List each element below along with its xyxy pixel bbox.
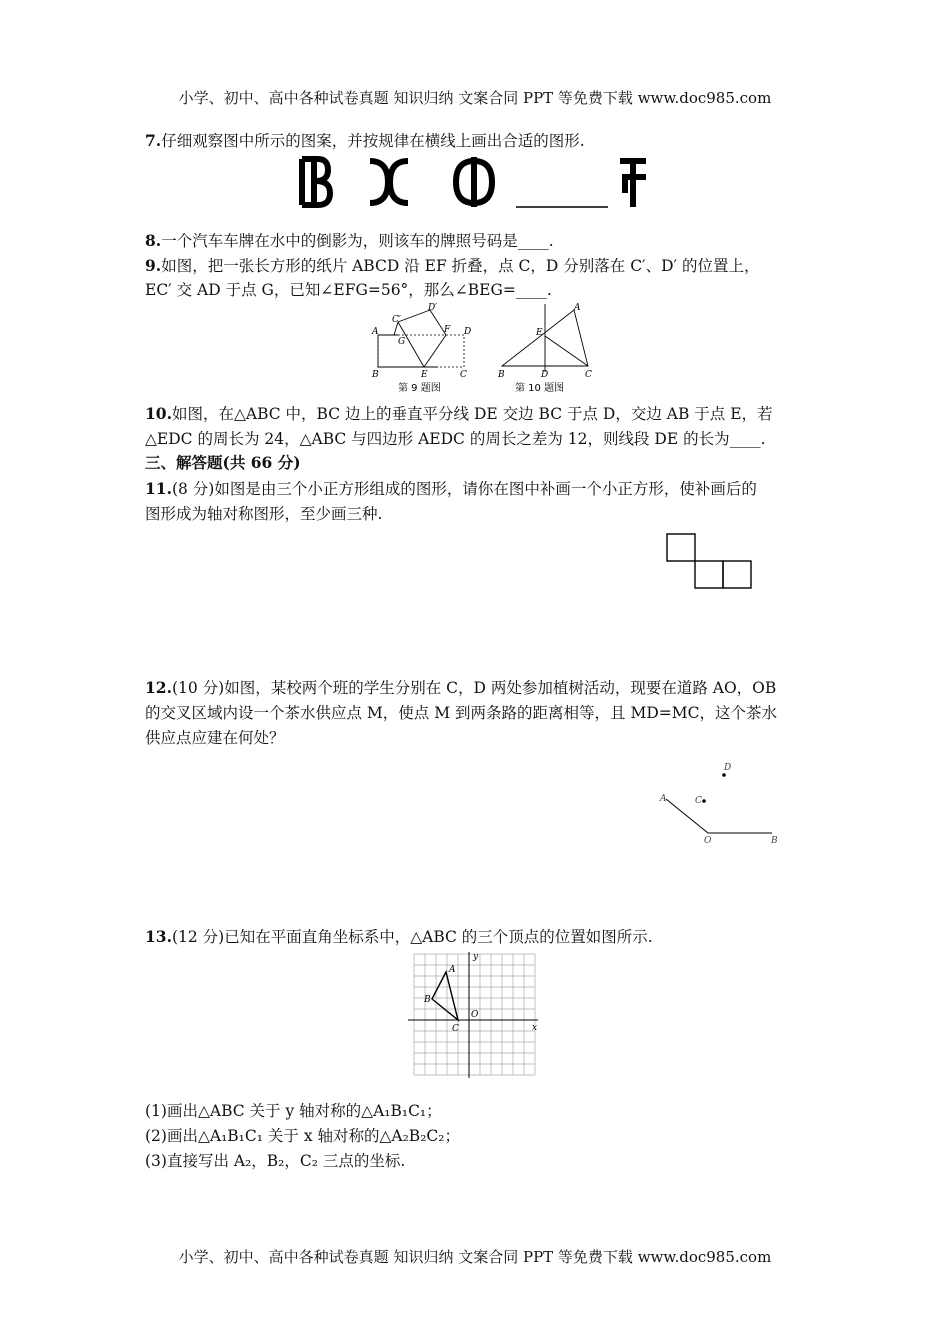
fig9-label-A: A: [372, 327, 379, 337]
question-7: [145, 129, 585, 151]
fig9-label-D: D: [464, 327, 472, 337]
fig9-label-Cp: C′: [392, 315, 401, 325]
page-header: 小学、初中、高中各种试卷真题 知识归纳 文案合同 PPT 等免费下载 www.doc985.com: [178, 89, 772, 107]
fig9-label-E: E: [421, 370, 428, 380]
fig9-label-F: F: [444, 325, 451, 335]
fig12-label-O: O: [704, 836, 712, 846]
fig13-label-y: y: [473, 952, 479, 962]
question-12-line2: 的交叉区域内设一个茶水供应点 M，使点 M 到两条路的距离相等，且 MD=MC，这个茶水: [145, 704, 777, 722]
question-12-line1: (10 分)如图，某校两个班的学生分别在 C，D 两处参加植树活动，现要在道路 AO，OB: [171, 679, 777, 697]
question-8: [145, 229, 554, 251]
q7-pattern-figure: [290, 153, 650, 211]
question-7-number: 7.: [145, 131, 162, 150]
question-13-sub1: (1)画出△ABC 关于 y 轴对称的△A₁B₁C₁；: [145, 1102, 442, 1120]
fig12-label-A: A: [660, 794, 667, 804]
fig10-label-C: C: [585, 370, 592, 380]
question-10: [145, 402, 773, 424]
question-8-text: 一个汽车车牌在水中的倒影为，则该车的牌照号码是____.: [161, 232, 554, 250]
fig12-label-D: D: [724, 763, 732, 773]
fig9-label-G: G: [398, 337, 406, 347]
question-7-text: 仔细观察图中所示的图案，并按规律在横线上画出合适的图形.: [161, 132, 585, 150]
question-10-line1: 如图，在△ABC 中，BC 边上的垂直平分线 DE 交边 BC 于点 D，交边 AB 于点 E，若: [171, 405, 773, 423]
q13-coordinate-grid: [408, 950, 542, 1080]
question-9: [145, 254, 759, 276]
fig10-label-B: B: [498, 370, 505, 380]
fig9-label-C: C: [460, 370, 467, 380]
fig9-caption: 第 9 题图: [398, 383, 441, 394]
question-13-sub2: (2)画出△A₁B₁C₁ 关于 x 轴对称的△A₂B₂C₂；: [145, 1127, 460, 1145]
fig9-label-Dp: D′: [428, 303, 438, 313]
question-8-number: 8.: [145, 231, 162, 250]
fig9-label-B: B: [372, 370, 379, 380]
question-10-line2: △EDC 的周长为 24，△ABC 与四边形 AEDC 的周长之差为 12，则线段 DE 的长为____.: [145, 430, 766, 448]
section-3-heading: 三、解答题(共 66 分): [145, 453, 301, 472]
fig12-label-C: C: [695, 796, 702, 806]
fig10-label-A: A: [574, 303, 581, 313]
q11-squares-figure: [665, 532, 753, 592]
fig13-label-O: O: [471, 1010, 479, 1020]
question-13: [145, 925, 653, 947]
question-9-number: 9.: [145, 256, 162, 275]
fig12-label-B: B: [771, 836, 778, 846]
question-9-line1: 如图，把一张长方形的纸片 ABCD 沿 EF 折叠，点 C，D 分别落在 C′、D′ 的位置上，: [161, 257, 760, 275]
fig13-label-C: C: [452, 1024, 459, 1034]
fig10-caption: 第 10 题图: [515, 383, 565, 394]
question-11-number: 11.: [145, 479, 172, 498]
fig10-label-E: E: [536, 328, 543, 338]
question-12-number: 12.: [145, 678, 172, 697]
question-11-line1: (8 分)如图是由三个小正方形组成的图形，请你在图中补画一个小正方形，使补画后的: [171, 480, 757, 498]
question-12: [145, 676, 776, 698]
fig13-label-B: B: [424, 995, 431, 1005]
question-12-line3: 供应点应建在何处？: [145, 729, 285, 747]
question-11: [145, 477, 757, 499]
figures-9-10: [370, 302, 600, 396]
question-11-line2: 图形成为轴对称图形，至少画三种.: [145, 505, 383, 523]
question-13-text: (12 分)已知在平面直角坐标系中，△ABC 的三个顶点的位置如图所示.: [171, 928, 653, 946]
question-13-number: 13.: [145, 927, 172, 946]
question-13-sub3: (3)直接写出 A₂，B₂，C₂ 三点的坐标.: [145, 1152, 406, 1170]
fig13-label-x: x: [532, 1023, 538, 1033]
page-footer: 小学、初中、高中各种试卷真题 知识归纳 文案合同 PPT 等免费下载 www.doc985.com: [178, 1248, 772, 1266]
fig13-label-A: A: [449, 965, 456, 975]
question-10-number: 10.: [145, 404, 172, 423]
fig10-label-D: D: [541, 370, 549, 380]
q12-roads-figure: [660, 755, 776, 847]
question-9-line2: EC′ 交 AD 于点 G，已知∠EFG=56°，那么∠BEG=____.: [145, 281, 552, 299]
